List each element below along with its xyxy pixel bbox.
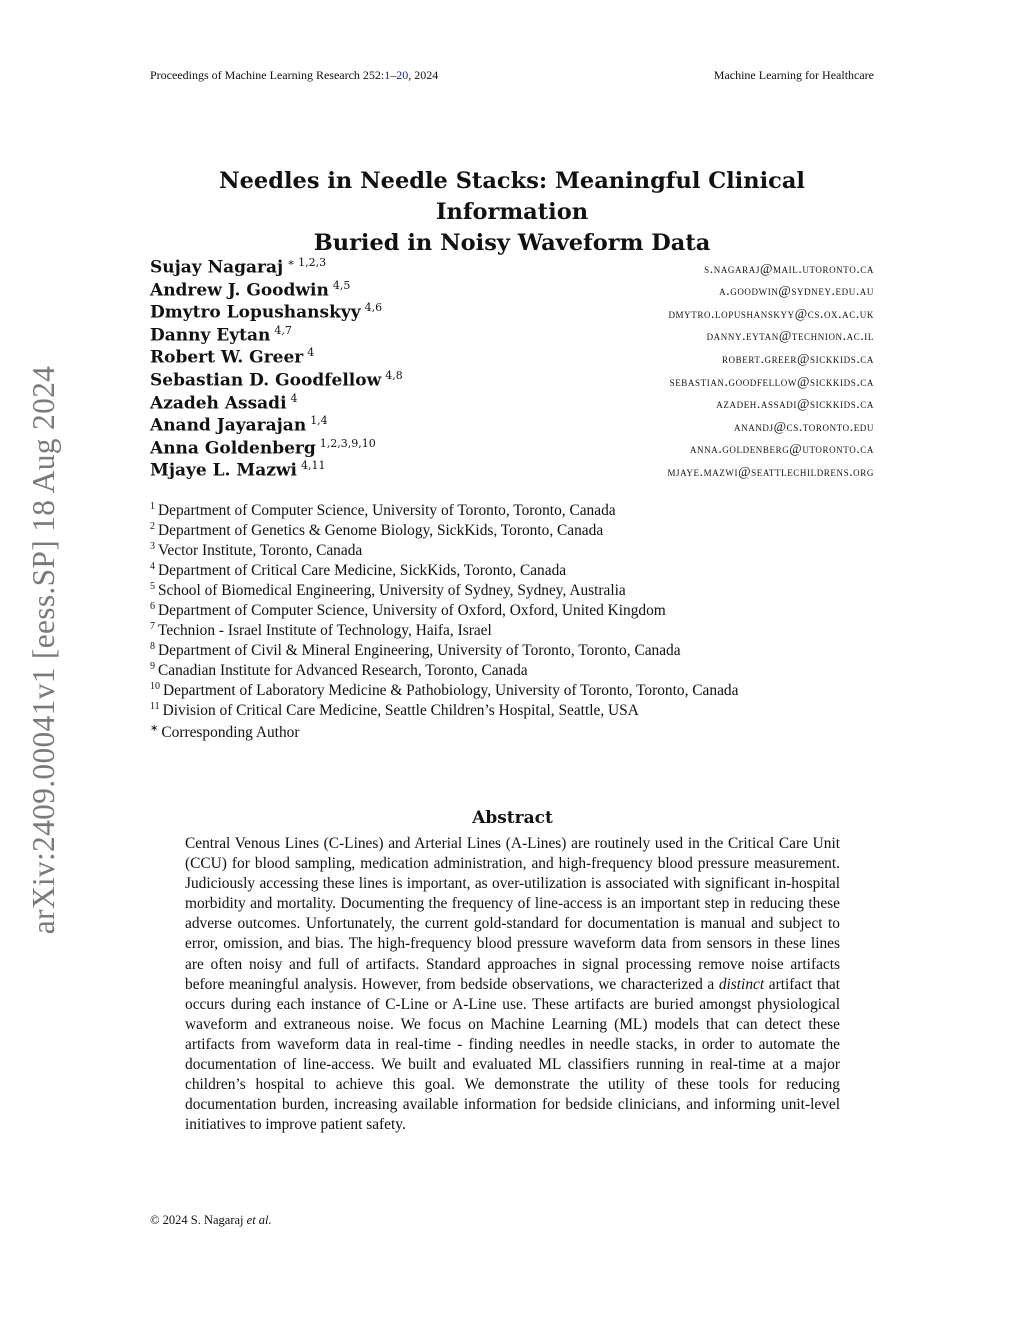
author-row bbox=[150, 279, 874, 302]
author-name-text: Azadeh Assadi bbox=[150, 393, 287, 414]
affiliation-row bbox=[150, 677, 874, 700]
affiliation-text: Department of Computer Science, University of Toronto, Toronto, Canada bbox=[158, 502, 616, 520]
abstract-text-part-2: artifact that occurs during each instance of C-Line or A-Line use. These artifacts are buried amongst physiological waveform and extraneous noise. We focus on Machine Learning (ML) models that can detect these artifacts from waveform data in real-time - finding needles in needle stacks, in order to automate the documentation of line-access. We built and evaluated ML classifiers running in real-time at a major children’s hospital to achieve this goal. We demonstrate the utility of these tools for reducing documentation burden, increasing available information for bedside clinicians, and informing unit-level initiatives to improve patient safety. bbox=[185, 975, 840, 1134]
author-name-text: Sujay Nagaraj bbox=[150, 257, 284, 278]
author-name-text: Anna Goldenberg bbox=[150, 438, 316, 459]
affiliation-row bbox=[150, 697, 874, 720]
page-end-link[interactable]: 20 bbox=[396, 68, 409, 82]
title-line-1: Needles in Needle Stacks: Meaningful Clinical Information bbox=[219, 168, 805, 225]
author-affiliation-numbers: 4,7 bbox=[274, 323, 292, 337]
affiliation-row bbox=[150, 637, 874, 660]
author-name-text: Anand Jayarajan bbox=[150, 415, 307, 436]
running-header bbox=[150, 68, 874, 83]
affiliation-number: 7 bbox=[150, 621, 155, 632]
affiliation-text: Department of Genetics & Genome Biology, SickKids, Toronto, Canada bbox=[158, 522, 604, 540]
author-row bbox=[150, 301, 874, 324]
affiliation-row bbox=[150, 657, 874, 680]
affiliation-row bbox=[150, 597, 874, 620]
abstract-text-part-1: Central Venous Lines (C-Lines) and Arterial Lines (A-Lines) are routinely used in the Critical Care Unit (CCU) for blood sampling, medication administration, and high-frequency blood pressure measurement. Judiciously accessing these lines is important, as over-utilization is associated with significant in-hospital morbidity and mortality. Documenting the frequency of line-access is an important step in reducing these adverse outcomes. Unfortunately, the current gold-standard for documentation is manual and subject to error, omission, and bias. The high-frequency blood pressure waveform data from sensors in these lines are often noisy and full of artifacts. Standard approaches in signal processing remove noise artifacts before meaningful analysis. However, from bedside observations, we characterized a bbox=[185, 835, 840, 993]
author-row bbox=[150, 346, 874, 369]
author-affiliation-numbers: 4,8 bbox=[385, 368, 403, 382]
affiliation-text: Division of Critical Care Medicine, Seattle Children’s Hospital, Seattle, USA bbox=[162, 702, 639, 720]
affiliation-number: 3 bbox=[150, 541, 155, 552]
author-row bbox=[150, 324, 874, 347]
affiliation-text: Department of Computer Science, University of Oxford, Oxford, United Kingdom bbox=[158, 602, 666, 620]
corresponding-text: Corresponding Author bbox=[161, 724, 300, 742]
author-email: robert.greer@sickkids.ca bbox=[721, 351, 874, 367]
page-range-separator: – bbox=[390, 68, 397, 82]
author-name-text: Andrew J. Goodwin bbox=[150, 280, 329, 301]
affiliation-number: 6 bbox=[150, 601, 155, 612]
corresponding-note bbox=[150, 719, 874, 742]
affiliation-number: 4 bbox=[150, 561, 155, 572]
abstract-text bbox=[185, 834, 840, 1135]
author-row bbox=[150, 437, 874, 460]
author-name-text: Mjaye L. Mazwi bbox=[150, 461, 297, 481]
author-affiliation-numbers: 4,5 bbox=[332, 278, 351, 292]
author-name-text: Robert W. Greer bbox=[150, 348, 304, 369]
author-affiliation-numbers: 4 bbox=[307, 346, 315, 360]
affiliation-text: Technion - Israel Institute of Technology, Haifa, Israel bbox=[158, 622, 492, 640]
author-name-text: Sebastian D. Goodfellow bbox=[150, 370, 382, 391]
author-row bbox=[150, 256, 874, 279]
affiliation-number: 9 bbox=[150, 661, 155, 672]
author-email: mjaye.mazwi@seattlechildrens.org bbox=[667, 464, 874, 479]
author-list bbox=[150, 256, 874, 482]
copyright-notice bbox=[150, 1213, 272, 1228]
author-name bbox=[150, 346, 314, 368]
author-affiliation-numbers: 1,2,3,9,10 bbox=[319, 436, 376, 450]
affiliation-number: 5 bbox=[150, 581, 155, 592]
author-name bbox=[150, 437, 376, 459]
author-email: azadeh.assadi@sickkids.ca bbox=[716, 396, 874, 412]
affiliation-row bbox=[150, 497, 874, 520]
author-name bbox=[150, 279, 350, 301]
copyright-text: 2024 S. Nagaraj bbox=[159, 1213, 247, 1227]
affiliation-row bbox=[150, 557, 874, 580]
author-name bbox=[150, 459, 325, 481]
proceedings-year: , 2024 bbox=[408, 68, 439, 82]
copyright-symbol: © bbox=[150, 1213, 160, 1227]
title-line-2: Buried in Noisy Waveform Data bbox=[313, 230, 711, 256]
page-start-link[interactable]: 1 bbox=[384, 68, 391, 82]
arxiv-id-text: arXiv:2409.00041v1 [eess.SP] 18 Aug 2024 bbox=[26, 365, 61, 935]
affiliation-number: 11 bbox=[150, 701, 160, 712]
author-email: anna.goldenberg@utoronto.ca bbox=[689, 441, 874, 457]
author-row bbox=[150, 392, 874, 415]
abstract-heading: Abstract bbox=[472, 808, 553, 828]
author-name bbox=[150, 256, 326, 278]
header-left bbox=[150, 68, 438, 83]
affiliation-text: School of Biomedical Engineering, University of Sydney, Sydney, Australia bbox=[158, 582, 626, 600]
author-row bbox=[150, 369, 874, 392]
affiliation-row bbox=[150, 537, 874, 560]
affiliation-text: Department of Critical Care Medicine, SickKids, Toronto, Canada bbox=[158, 562, 567, 580]
abstract-emphasis: distinct bbox=[718, 975, 765, 993]
author-email: danny.eytan@technion.ac.il bbox=[706, 328, 874, 344]
affiliation-row bbox=[150, 517, 874, 540]
author-email: dmytro.lopushanskyy@cs.ox.ac.uk bbox=[668, 305, 874, 321]
header-right: Machine Learning for Healthcare bbox=[713, 68, 874, 82]
author-email: anandj@cs.toronto.edu bbox=[734, 418, 874, 434]
affiliation-number: 8 bbox=[150, 641, 155, 652]
author-affiliation-numbers: 4,6 bbox=[364, 301, 383, 315]
author-name bbox=[150, 324, 292, 346]
author-name bbox=[150, 301, 382, 323]
author-row bbox=[150, 459, 874, 482]
affiliation-text: Canadian Institute for Advanced Research, Toronto, Canada bbox=[158, 662, 528, 680]
author-name bbox=[150, 414, 328, 436]
affiliation-text: Department of Civil & Mineral Engineering, University of Toronto, Toronto, Canada bbox=[158, 642, 681, 660]
arxiv-side-identifier bbox=[20, 340, 68, 960]
author-email: sebastian.goodfellow@sickkids.ca bbox=[669, 373, 874, 389]
affiliation-row bbox=[150, 577, 874, 600]
paper-title bbox=[150, 166, 874, 259]
affiliation-text: Vector Institute, Toronto, Canada bbox=[158, 542, 363, 560]
author-name-text: Danny Eytan bbox=[150, 325, 271, 346]
affiliation-list bbox=[150, 497, 874, 742]
author-row bbox=[150, 414, 874, 437]
affiliation-text: Department of Laboratory Medicine & Pathobiology, University of Toronto, Toronto, Canada bbox=[163, 682, 739, 700]
affiliation-number: 2 bbox=[150, 521, 155, 532]
copyright-etal: et al. bbox=[246, 1213, 272, 1227]
author-name bbox=[150, 392, 298, 414]
author-email: s.nagaraj@mail.utoronto.ca bbox=[704, 260, 874, 276]
author-affiliation-numbers: 4,11 bbox=[300, 459, 326, 473]
author-name-text: Dmytro Lopushanskyy bbox=[150, 302, 361, 323]
author-affiliation-numbers: ∗ 1,2,3 bbox=[287, 256, 327, 269]
affiliation-number: 1 bbox=[150, 501, 155, 512]
author-affiliation-numbers: 1,4 bbox=[310, 414, 328, 428]
author-email: a.goodwin@sydney.edu.au bbox=[719, 283, 874, 299]
corresponding-mark: ∗ bbox=[150, 723, 159, 734]
author-name bbox=[150, 369, 403, 391]
affiliation-number: 10 bbox=[150, 681, 160, 692]
affiliation-row bbox=[150, 617, 874, 640]
author-affiliation-numbers: 4 bbox=[290, 391, 298, 405]
proceedings-text: Proceedings of Machine Learning Research 252: bbox=[150, 68, 385, 82]
